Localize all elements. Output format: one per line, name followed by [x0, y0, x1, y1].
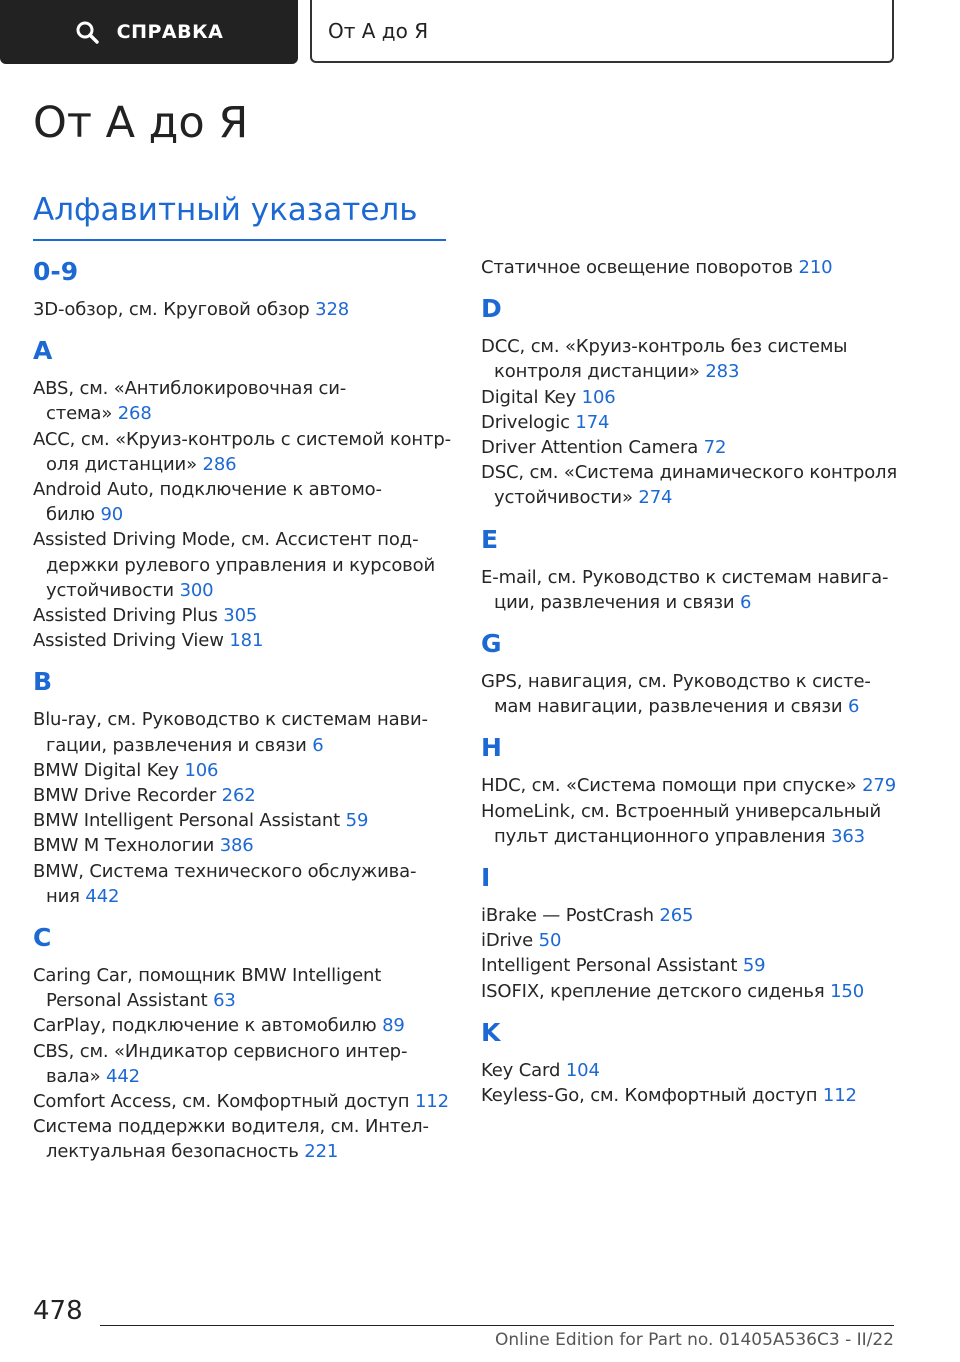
page-link[interactable]: 386: [219, 835, 254, 857]
page-link[interactable]: 6: [740, 591, 752, 613]
index-entry: [481, 928, 901, 953]
entry-text: CBS, см. «Индикатор сервисного интер- вала»: [33, 1040, 408, 1087]
page-link[interactable]: 59: [742, 955, 766, 977]
entry-text: Digital Key: [481, 386, 582, 408]
footer-edition-note: Online Edition for Part no. 01405A536C3 - II/22: [494, 1330, 894, 1350]
page-link[interactable]: 90: [100, 504, 124, 526]
index-entry: [33, 477, 453, 527]
index-entry: [33, 297, 453, 322]
section-letter: I: [481, 863, 491, 893]
index-entry: [33, 527, 453, 603]
page-link[interactable]: 283: [705, 361, 740, 383]
index-section: [481, 292, 901, 510]
index-entry: [33, 628, 453, 653]
index-section: [481, 861, 901, 1004]
subtitle-divider: [33, 239, 446, 241]
index-entry: [33, 427, 453, 477]
entry-text: Drivelogic: [481, 411, 576, 433]
entry-text: Keyless-Go, см. Комфортный доступ: [481, 1085, 823, 1107]
index-entry: [481, 953, 901, 978]
entry-text: Android Auto, подключение к автомо- билю: [33, 479, 382, 526]
index-entry: [481, 1083, 901, 1108]
entry-text: Key Card: [481, 1059, 566, 1081]
page-link[interactable]: 210: [798, 257, 833, 278]
index-section: [481, 255, 901, 280]
page-link[interactable]: 300: [179, 579, 214, 601]
help-button[interactable]: [0, 0, 298, 64]
entry-text: E-mail, см. Руководство к системам навига- ции, развлечения и связи: [481, 566, 889, 613]
index-section: [481, 523, 901, 615]
section-letter: H: [481, 733, 502, 763]
entry-text: HDC, см. «Система помощи при спуске»: [481, 775, 863, 797]
entry-text: HomeLink, см. Встроенный универсальный пульт дистанционного управления: [481, 800, 882, 847]
page-link[interactable]: 59: [345, 810, 369, 832]
index-entry: [33, 963, 453, 1013]
section-letter: A: [33, 336, 53, 366]
index-column-left: [33, 255, 453, 1177]
breadcrumb[interactable]: От А до Я: [310, 0, 894, 63]
index-entry: [33, 833, 453, 858]
page-link[interactable]: 305: [223, 605, 258, 627]
section-letter: K: [481, 1017, 501, 1047]
entry-text: Статичное освещение поворотов: [481, 257, 799, 278]
entry-text: Driver Attention Camera: [481, 437, 704, 459]
index-entry: [481, 1058, 901, 1083]
index-section: [33, 255, 453, 322]
page-link[interactable]: 279: [862, 775, 897, 797]
index-entry: [481, 979, 901, 1004]
index-entry: [481, 460, 901, 510]
index-entry: [33, 1089, 453, 1114]
entry-text: Assisted Driving Plus: [33, 605, 224, 627]
entry-text: Assisted Driving Mode, см. Ассистент под- держки рулевого управления и курсовой устойчивости: [33, 529, 436, 601]
entry-text: ABS, см. «Антиблокировочная си- стема»: [33, 378, 347, 425]
index-entry: [481, 669, 901, 719]
entry-text: GPS, навигация, см. Руководство к систе- мам навигации, развлечения и связи: [481, 671, 871, 718]
page-link[interactable]: 286: [202, 453, 237, 475]
page-link[interactable]: 106: [581, 386, 616, 408]
index-entry: [33, 808, 453, 833]
page-link[interactable]: 181: [229, 630, 264, 652]
entry-text: Intelligent Personal Assistant: [481, 955, 743, 977]
page-number: 478: [33, 1296, 83, 1326]
entry-text: ISOFIX, крепление детского сиденья: [481, 980, 831, 1002]
page-link[interactable]: 112: [822, 1085, 857, 1107]
index-entry: [33, 376, 453, 426]
entry-text: Comfort Access, см. Комфортный доступ: [33, 1091, 415, 1113]
page-title: От А до Я: [33, 98, 249, 148]
section-letter: E: [481, 524, 499, 554]
section-letter: G: [481, 629, 502, 659]
entry-text: DSC, см. «Система динамического контроля устойчивости»: [481, 462, 898, 509]
index-entry: [33, 1013, 453, 1038]
index-entry: [33, 1114, 453, 1164]
entry-text: 3D-обзор, см. Круговой обзор: [33, 299, 316, 320]
index-entry: [33, 758, 453, 783]
entry-text: DCC, см. «Круиз-контроль без системы контроля дистанции»: [481, 336, 848, 383]
page-link[interactable]: 262: [221, 785, 256, 807]
page-link[interactable]: 328: [315, 299, 350, 320]
index-section: [33, 921, 453, 1165]
index-entry: [33, 859, 453, 909]
entry-text: iBrake — PostCrash: [481, 905, 660, 927]
section-letter: B: [33, 667, 53, 697]
index-entry: [481, 435, 901, 460]
index-section: [481, 731, 901, 849]
entry-text: Blu-ray, см. Руководство к системам нави- гации, развлечения и связи: [33, 709, 428, 756]
entry-text: BMW Drive Recorder: [33, 785, 222, 807]
index-entry: [481, 255, 901, 280]
page-link[interactable]: 442: [85, 885, 120, 907]
index-entry: [481, 565, 901, 615]
index-entry: [33, 707, 453, 757]
index-column-right: [481, 255, 901, 1120]
section-letter: D: [481, 294, 502, 324]
entry-text: ACC, см. «Круиз-контроль с системой контр- оля дистанции»: [33, 428, 451, 475]
entry-text: Assisted Driving View: [33, 630, 230, 652]
page-subtitle: Алфавитный указатель: [33, 192, 418, 228]
entry-text: BMW Digital Key: [33, 759, 185, 781]
page-link[interactable]: 106: [184, 759, 219, 781]
page-link[interactable]: 274: [638, 487, 673, 509]
page-link[interactable]: 6: [848, 696, 860, 718]
page-link[interactable]: 268: [117, 403, 152, 425]
entry-text: iDrive: [481, 930, 539, 952]
page-link[interactable]: 265: [659, 905, 694, 927]
index-section: [481, 1016, 901, 1108]
page-link[interactable]: 363: [831, 825, 865, 847]
page-link[interactable]: 50: [538, 930, 562, 952]
index-entry: [481, 903, 901, 928]
entry-text: BMW M Технологии: [33, 835, 220, 857]
page-link[interactable]: 150: [830, 980, 865, 1002]
entry-text: Caring Car, помощник BMW Intelligent Personal Assistant: [33, 965, 382, 1012]
index-entry: [481, 410, 901, 435]
entry-text: CarPlay, подключение к автомобилю: [33, 1015, 383, 1037]
index-entry: [481, 385, 901, 410]
index-entry: [33, 1039, 453, 1089]
index-section: [33, 334, 453, 653]
page-link[interactable]: 72: [703, 437, 727, 459]
index-entry: [481, 799, 901, 849]
page-link[interactable]: 442: [106, 1065, 140, 1087]
entry-text: Система поддержки водителя, см. Интел- лектуальная безопасность: [33, 1116, 429, 1163]
index-entry: [481, 773, 901, 798]
help-label: СПРАВКА: [116, 21, 224, 43]
page-link[interactable]: 63: [213, 990, 236, 1012]
page-link[interactable]: 221: [304, 1141, 339, 1163]
index-section: [33, 665, 453, 909]
top-bar: [0, 0, 960, 66]
index-entry: [33, 783, 453, 808]
entry-text: BMW Intelligent Personal Assistant: [33, 810, 346, 832]
footer-divider: [100, 1325, 894, 1326]
page-link[interactable]: 6: [312, 734, 324, 756]
index-entry: [33, 603, 453, 628]
page-link[interactable]: 104: [565, 1059, 600, 1081]
search-icon: [75, 20, 99, 44]
index-entry: [481, 334, 901, 384]
index-section: [481, 627, 901, 719]
page-link[interactable]: 112: [415, 1091, 449, 1113]
section-letter: C: [33, 923, 52, 953]
page-link[interactable]: 89: [382, 1015, 405, 1037]
page-link[interactable]: 174: [575, 411, 610, 433]
section-letter: 0-9: [33, 257, 79, 286]
entry-text: BMW, Система технического обслужива- ния: [33, 860, 417, 907]
